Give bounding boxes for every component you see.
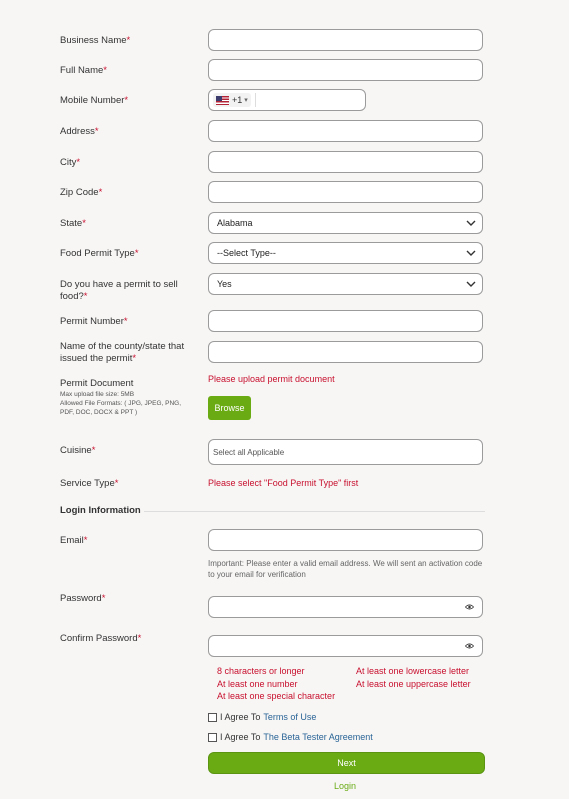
required-mark: * [83,291,88,302]
confirm-password-label [60,633,200,645]
permit-document-error: Please upload permit document [208,374,335,384]
login-information-heading: Login Information [60,505,141,516]
beta-prefix: I Agree To [220,732,261,742]
permit-number-label [60,316,200,328]
county-state-label [60,341,190,365]
mobile-number-label-text: Mobile Number [60,95,125,106]
email-label [60,535,200,547]
city-label [60,157,200,169]
zip-code-input[interactable] [208,181,483,203]
required-mark: * [137,633,142,644]
service-type-label-text: Service Type [60,478,115,489]
mobile-number-input[interactable] [208,89,366,111]
cuisine-label-text: Cuisine [60,445,92,456]
required-mark: * [123,316,128,327]
chevron-down-icon [466,248,476,258]
permit-document-label: Permit Document [60,378,134,389]
full-name-input[interactable] [208,59,483,81]
terms-of-use-link[interactable]: Terms of Use [263,712,317,722]
permit-sell-select[interactable] [208,273,483,295]
email-input[interactable] [208,529,483,551]
password-rule: At least one number [217,679,298,689]
confirm-password-label-text: Confirm Password [60,633,138,644]
zip-code-label-text: Zip Code [60,187,99,198]
terms-prefix: I Agree To [220,712,261,722]
food-permit-type-select[interactable] [208,242,483,264]
next-button[interactable]: Next [208,752,485,774]
country-code-select[interactable] [213,93,251,107]
state-selected-value: Alabama [217,218,253,228]
max-upload-size-text: Max upload file size: 5MB [60,391,135,398]
city-input[interactable] [208,151,483,173]
country-code: +1 [232,95,243,105]
divider [255,93,256,107]
permit-sell-label-text: Do you have a permit to sell food? [60,279,178,302]
email-note: Important: Please enter a valid email address. We will sent an activation code to your email for verification [208,559,483,579]
business-name-label-text: Business Name [60,35,127,46]
required-mark: * [126,35,131,46]
required-mark: * [82,218,86,229]
required-mark: * [124,95,129,106]
password-rule: At least one lowercase letter [356,666,470,676]
zip-code-label [60,187,200,199]
food-permit-type-label [60,248,200,260]
browse-button[interactable]: Browse [208,396,251,420]
county-state-label-text: Name of the county/state that issued the permit [60,341,185,364]
password-label-text: Password [60,593,102,604]
business-name-label [60,35,200,47]
permit-number-input[interactable] [208,310,483,332]
cuisine-label [60,445,200,457]
section-divider [144,511,485,512]
permit-number-label-text: Permit Number [60,316,124,327]
permit-sell-selected-value: Yes [217,279,232,289]
required-mark: * [76,157,81,168]
required-mark: * [94,126,99,137]
service-type-label [60,478,200,490]
permit-sell-label [60,279,190,303]
required-mark: * [83,535,88,546]
eye-icon[interactable] [465,604,474,610]
chevron-down-icon [466,279,476,289]
mobile-number-label [60,95,200,107]
required-mark: * [132,353,137,364]
full-name-label [60,65,200,77]
terms-agreement [208,712,316,722]
address-input[interactable] [208,120,483,142]
cuisine-placeholder: Select all Applicable [213,447,285,457]
business-name-input[interactable] [208,29,483,51]
county-state-input[interactable] [208,341,483,363]
beta-agreement [208,732,373,742]
state-select[interactable] [208,212,483,234]
state-label-text: State [60,218,83,229]
service-type-error: Please select "Food Permit Type" first [208,478,359,488]
us-flag-icon [216,96,229,105]
full-name-label-text: Full Name [60,65,104,76]
address-label-text: Address [60,126,95,137]
required-mark: * [101,593,106,604]
state-label [60,218,200,230]
login-link[interactable]: Login [334,781,357,791]
required-mark: * [91,445,96,456]
beta-agreement-checkbox[interactable] [208,733,217,742]
eye-icon[interactable] [465,643,474,649]
required-mark: * [98,187,103,198]
password-label [60,593,200,605]
city-label-text: City [60,157,77,168]
cuisine-multiselect[interactable] [208,439,483,465]
password-rule: At least one uppercase letter [356,679,471,689]
required-mark: * [134,248,139,259]
required-mark: * [103,65,107,76]
beta-tester-agreement-link[interactable]: The Beta Tester Agreement [263,732,373,742]
password-input[interactable] [208,596,483,618]
terms-checkbox[interactable] [208,713,217,722]
food-permit-type-label-text: Food Permit Type [60,248,135,259]
confirm-password-input[interactable] [208,635,483,657]
password-rule: At least one special character [217,691,336,701]
food-permit-type-selected-value: --Select Type-- [217,248,276,258]
address-label [60,126,200,138]
required-mark: * [114,478,119,489]
chevron-down-icon [466,218,476,228]
email-label-text: Email [60,535,84,546]
password-rule: 8 characters or longer [217,666,305,676]
chevron-down-icon: ▾ [244,97,248,104]
allowed-formats-text: Allowed File Formats: ( JPG, JPEG, PNG, PDF, DOC, DOCX & PPT ) [60,400,181,416]
